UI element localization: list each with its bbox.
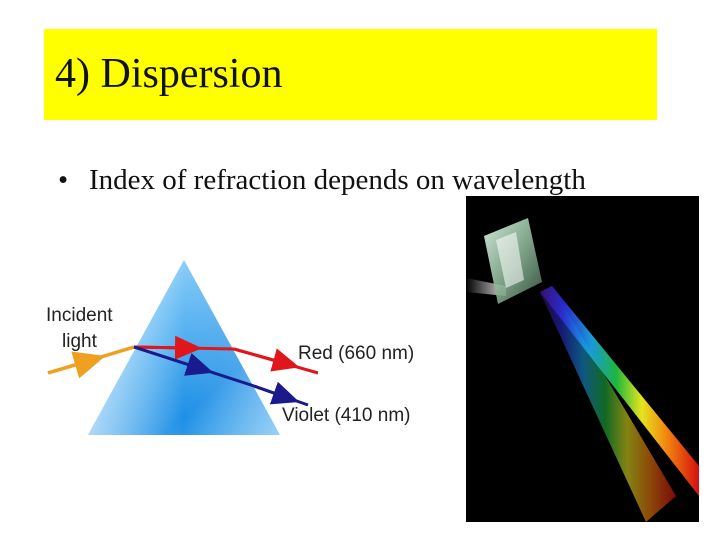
red-ray-arrow-inside [134,347,190,348]
prism-refraction-diagram [30,255,450,445]
incident-ray-arrow [48,360,92,373]
spectrum-fan-lower [540,286,676,522]
title-bar [44,29,657,120]
incident-label-line2: light [62,331,97,352]
bullet-marker: • [58,164,69,196]
red-wavelength-label: Red (660 nm) [298,343,415,364]
violet-ray-arrow-exit [254,386,288,398]
violet-wavelength-label: Violet (410 nm) [282,405,411,426]
bullet-item [58,162,586,198]
bullet-text: Index of refraction depends on wavelength [89,164,586,196]
prism-spectrum-photo [466,196,699,522]
red-ray-arrow-exit [234,349,288,364]
slide-title: 4) Dispersion [55,51,283,97]
incident-label-line1: Incident [46,305,113,326]
spectrum-photo-art [466,196,699,522]
